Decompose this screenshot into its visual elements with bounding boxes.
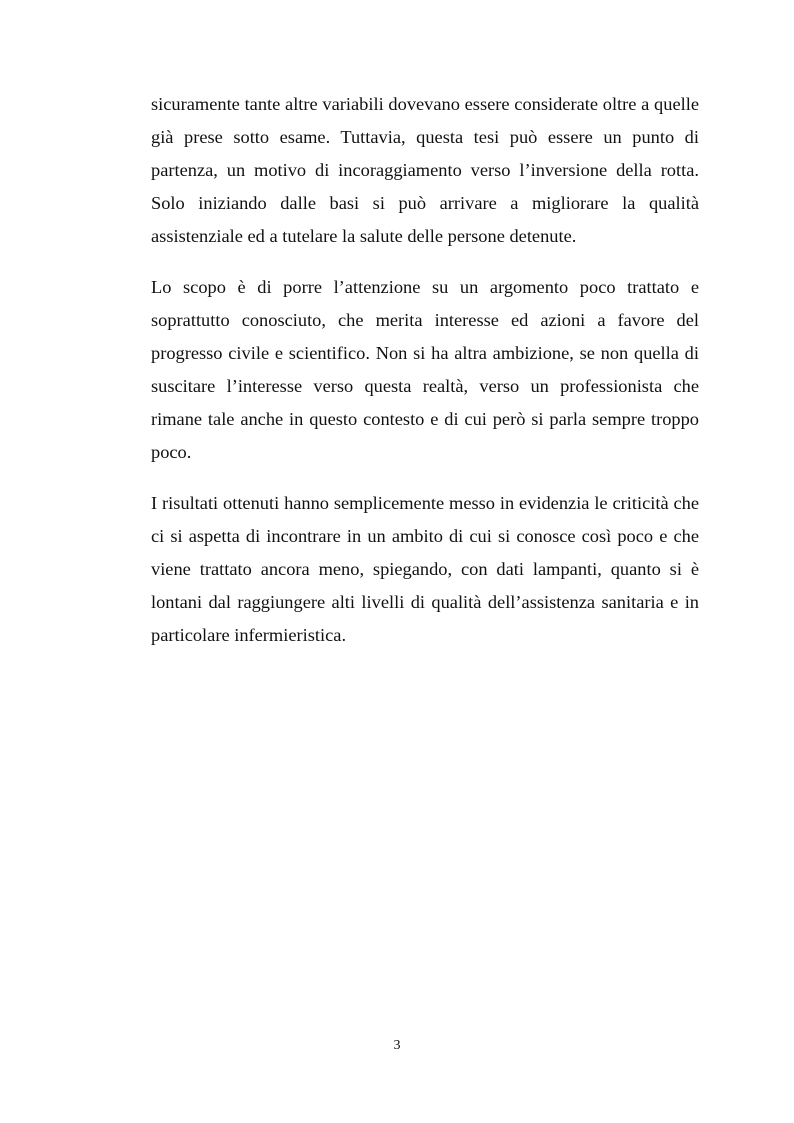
page-body	[151, 88, 699, 670]
paragraph-1: sicuramente tante altre variabili dovevano essere considerate oltre a quelle già prese sotto esame. Tuttavia, questa tesi può essere un punto di partenza, un motivo di incoraggiamento verso l’inversione della rotta. Solo iniziando dalle basi si può arrivare a migliorare la qualità assistenziale ed a tutelare la salute delle persone detenute.	[151, 94, 699, 246]
paragraph-3: I risultati ottenuti hanno semplicemente messo in evidenzia le criticità che ci si aspetta di incontrare in un ambito di cui si conosce così poco e che viene trattato ancora meno, spiegando, con dati lampanti, quanto si è lontani dal raggiungere alti livelli di qualità dell’assistenza sanitaria e in particolare infermieristica.	[151, 493, 699, 645]
page-number: 3	[393, 1038, 401, 1053]
paragraph-2: Lo scopo è di porre l’attenzione su un argomento poco trattato e soprattutto conosciuto, che merita interesse ed azioni a favore del progresso civile e scientifico. Non si ha altra ambizione, se non quella di suscitare l’interesse verso questa realtà, verso un professionista che rimane tale anche in questo contesto e di cui però si parla sempre troppo poco.	[151, 277, 699, 462]
